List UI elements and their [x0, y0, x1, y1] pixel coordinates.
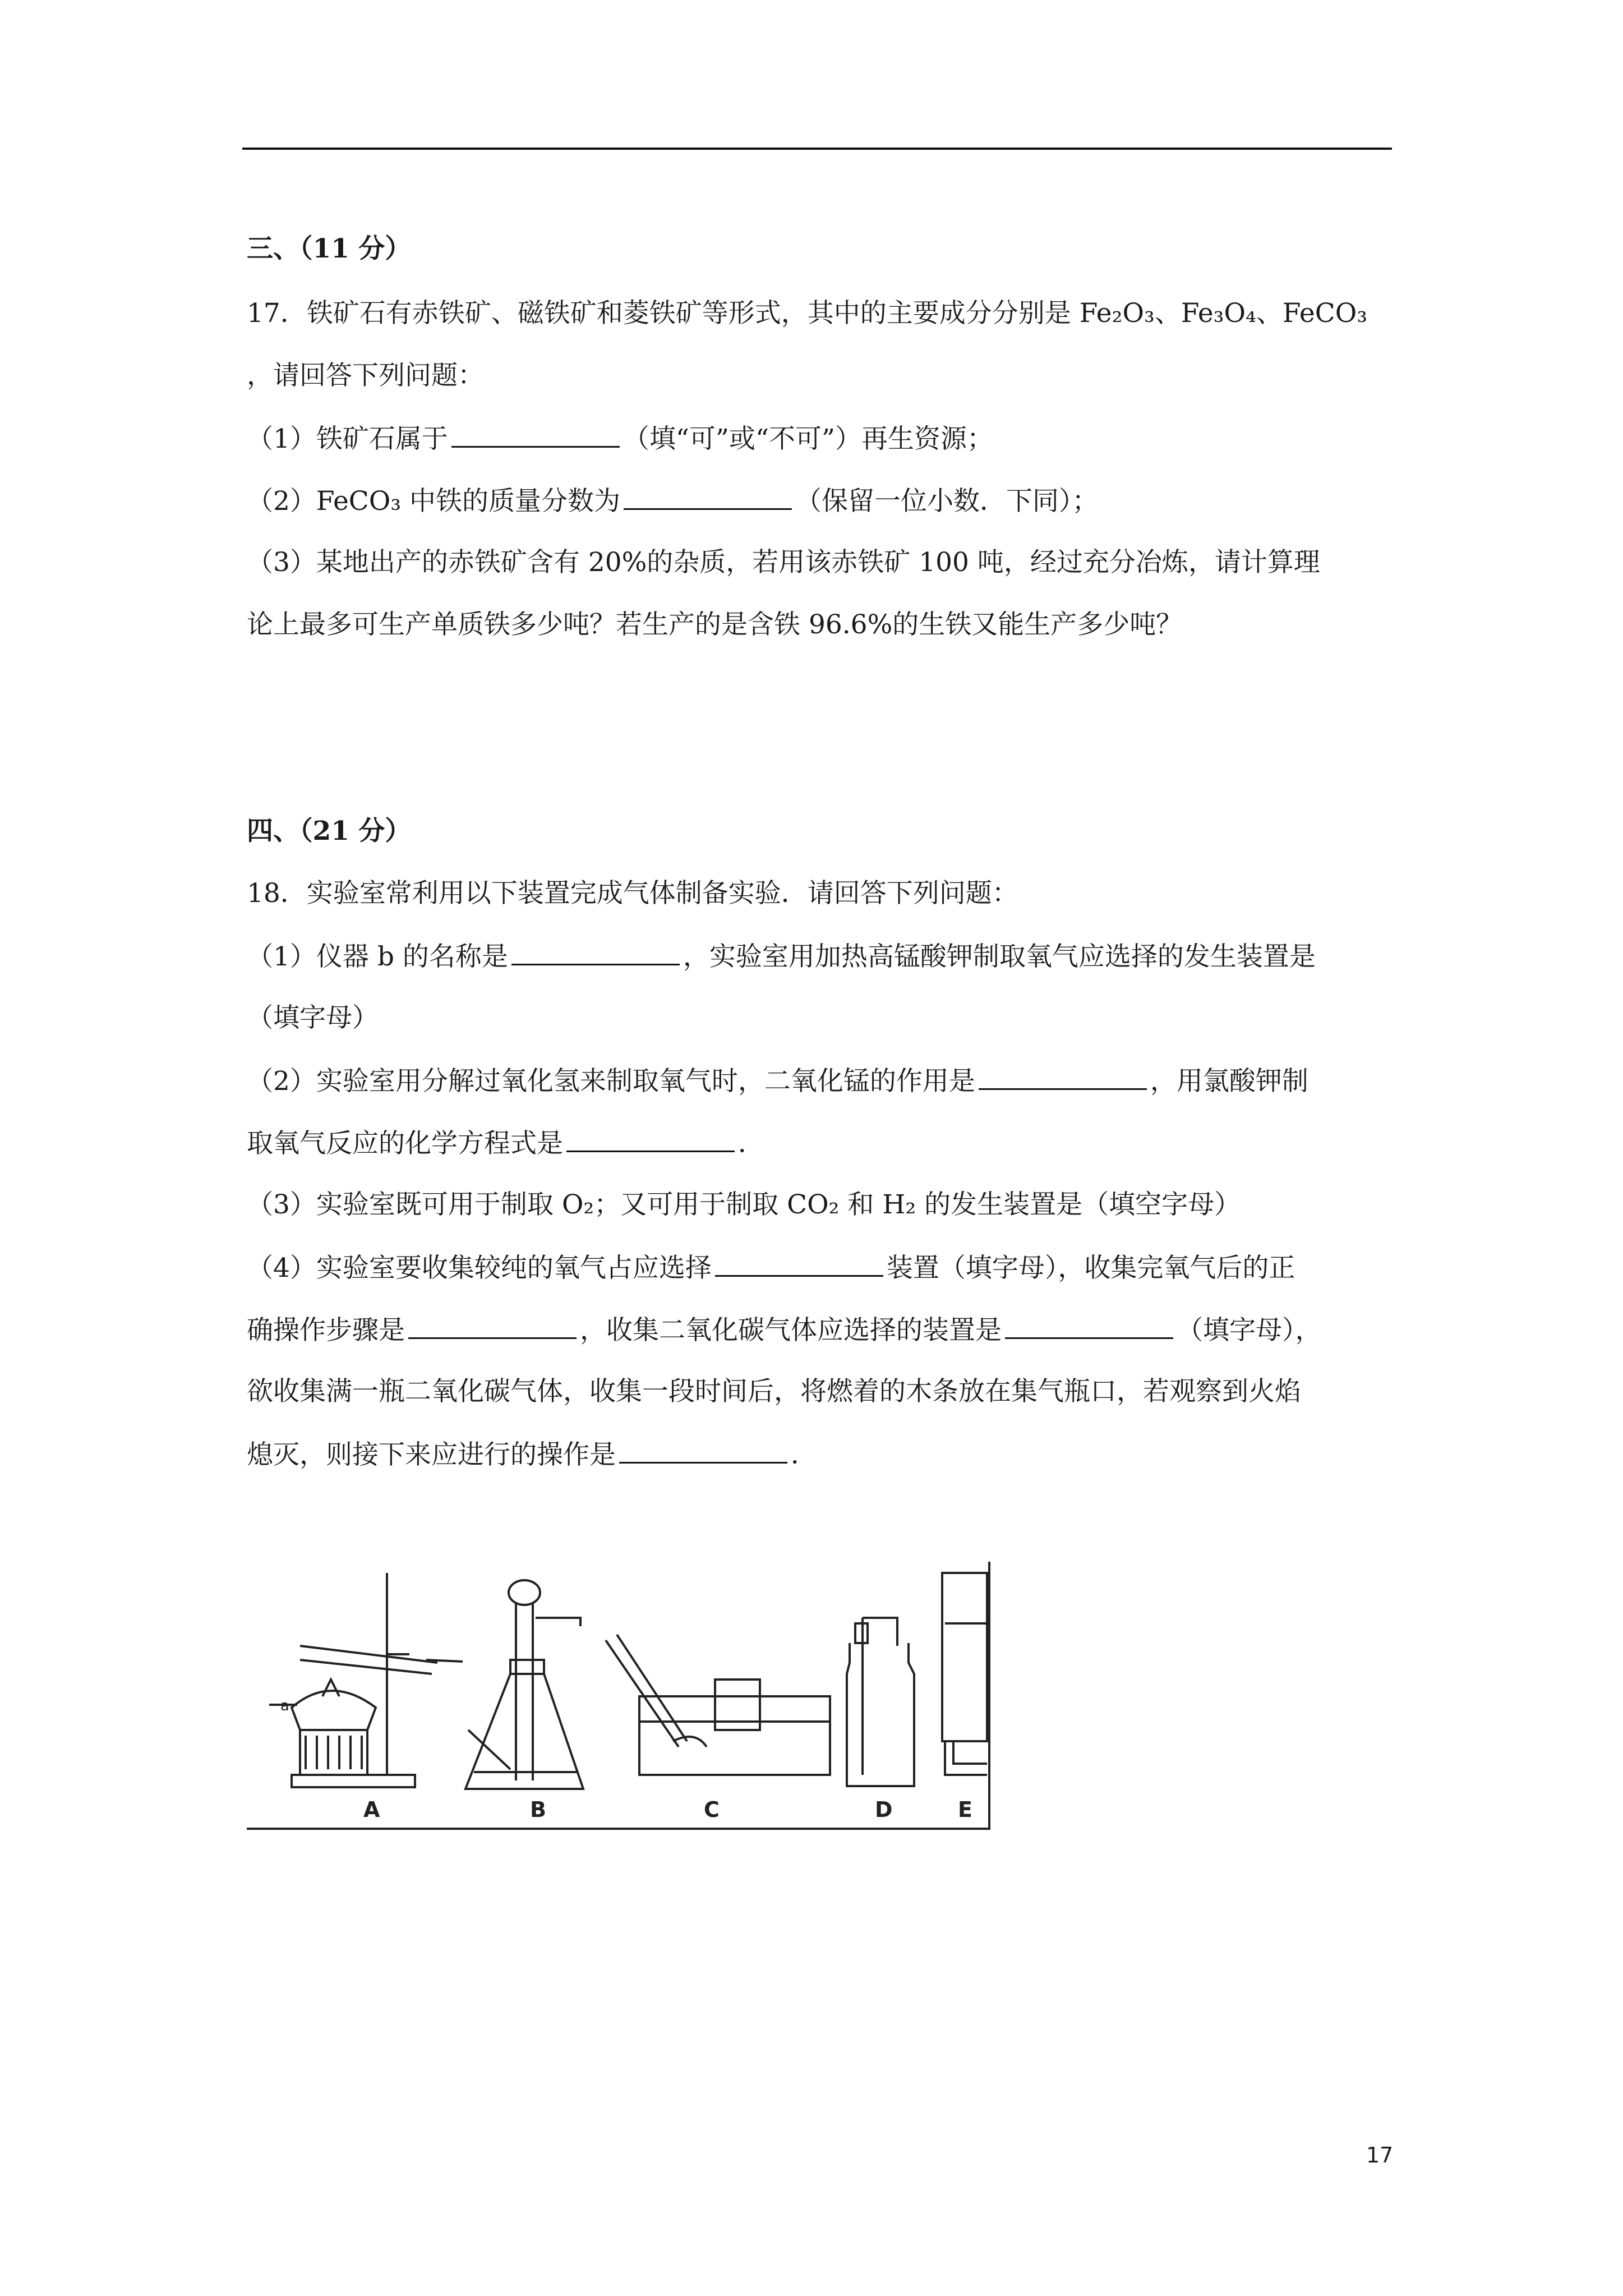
answer-blank[interactable] — [566, 1126, 735, 1152]
page-number: 17 — [1366, 2143, 1394, 2168]
label-e: E — [958, 1797, 972, 1822]
q18-part4-line2-mid: ，收集二氧化碳气体应选择的装置是 — [580, 1315, 1002, 1346]
label-d: D — [875, 1797, 893, 1822]
q18-part2 — [247, 1064, 1308, 1098]
q17-part3-line1: （3）某地出产的赤铁矿含有 20%的杂质，若用该赤铁矿 100 吨，经过充分冶炼，请计算理 — [247, 547, 1320, 578]
answer-blank[interactable] — [451, 421, 620, 448]
q18-part2-line2-suffix: ． — [738, 1128, 764, 1159]
q17-stem-line2: ，请回答下列问题： — [247, 360, 484, 391]
q17-part1-text: （1）铁矿石属于 — [247, 424, 448, 454]
label-b: B — [530, 1797, 546, 1822]
answer-blank[interactable] — [715, 1250, 883, 1277]
answer-blank[interactable] — [511, 939, 680, 965]
answer-blank[interactable] — [979, 1064, 1147, 1090]
header-rule — [242, 148, 1392, 150]
label-a: A — [363, 1797, 380, 1822]
q17-stem-line1: 17．铁矿石有赤铁矿、磁铁矿和菱铁矿等形式，其中的主要成分分别是 Fe₂O₃、Fe₃O₄、FeCO₃ — [247, 298, 1368, 329]
q18-part1-line2: （填字母） — [247, 1002, 379, 1033]
q18-part4-line2-text: 确操作步骤是 — [247, 1315, 405, 1346]
apparatus-a — [269, 1573, 463, 1787]
apparatus-c — [606, 1635, 830, 1775]
q18-part4-line4-text: 熄灭，则接下来应进行的操作是 — [247, 1439, 616, 1470]
apparatus-e — [942, 1573, 987, 1775]
label-c: C — [704, 1797, 720, 1822]
q17-part1-suffix: （填“可”或“不可”）再生资源； — [623, 424, 994, 454]
section-3-heading: 三、（11 分） — [247, 233, 412, 264]
q18-part4-suffix: 装置（填字母），收集完氧气后的正 — [886, 1253, 1295, 1283]
q17-part2 — [247, 484, 1099, 518]
q17-part2-text: （2）FeCO₃ 中铁的质量分数为 — [247, 486, 621, 517]
q18-part2-line2 — [247, 1126, 764, 1161]
answer-blank[interactable] — [619, 1437, 787, 1464]
q18-part4 — [247, 1250, 1295, 1285]
q18-part4-line3: 欲收集满一瓶二氧化碳气体，收集一段时间后，将燃着的木条放在集气瓶口，若观察到火焰 — [247, 1376, 1301, 1407]
q18-part4-line2 — [247, 1313, 1322, 1347]
q17-part2-suffix: （保留一位小数．下同）； — [795, 486, 1099, 517]
apparatus-b — [465, 1580, 583, 1789]
section-4-heading: 四、（21 分） — [247, 816, 412, 846]
q18-part4-line4 — [247, 1437, 817, 1472]
lab-apparatus-figure — [247, 1562, 990, 1831]
q18-part1-suffix: ，实验室用加热高锰酸钾制取氧气应选择的发生装置是 — [683, 941, 1316, 972]
q17-part3-line2: 论上最多可生产单质铁多少吨？若生产的是含铁 96.6%的生铁又能生产多少吨？ — [247, 609, 1183, 640]
apparatus-diagram — [247, 1562, 990, 1831]
q18-part1-text: （1）仪器 b 的名称是 — [247, 941, 508, 972]
answer-blank[interactable] — [1005, 1313, 1173, 1339]
label-a-small: a — [280, 1697, 289, 1714]
q18-part3: （3）实验室既可用于制取 O₂；又可用于制取 CO₂ 和 H₂ 的发生装置是（填空字母） — [247, 1189, 1241, 1220]
answer-blank[interactable] — [408, 1313, 577, 1339]
apparatus-d — [847, 1618, 914, 1786]
q17-part1 — [247, 421, 993, 456]
q18-part4-line2-suffix: （填字母）， — [1177, 1315, 1322, 1346]
q18-part4-text: （4）实验室要收集较纯的氧气占应选择 — [247, 1253, 712, 1283]
q18-part2-line2-text: 取氧气反应的化学方程式是 — [247, 1128, 563, 1159]
q18-stem: 18．实验室常利用以下装置完成气体制备实验．请回答下列问题： — [247, 878, 1018, 909]
answer-blank[interactable] — [624, 484, 792, 510]
q18-part2-text: （2）实验室用分解过氧化氢来制取氧气时，二氧化锰的作用是 — [247, 1066, 975, 1097]
q18-part4-line4-suffix: ． — [791, 1439, 817, 1470]
q18-part1 — [247, 939, 1316, 974]
q18-part2-suffix: ，用氯酸钾制 — [1150, 1066, 1308, 1097]
